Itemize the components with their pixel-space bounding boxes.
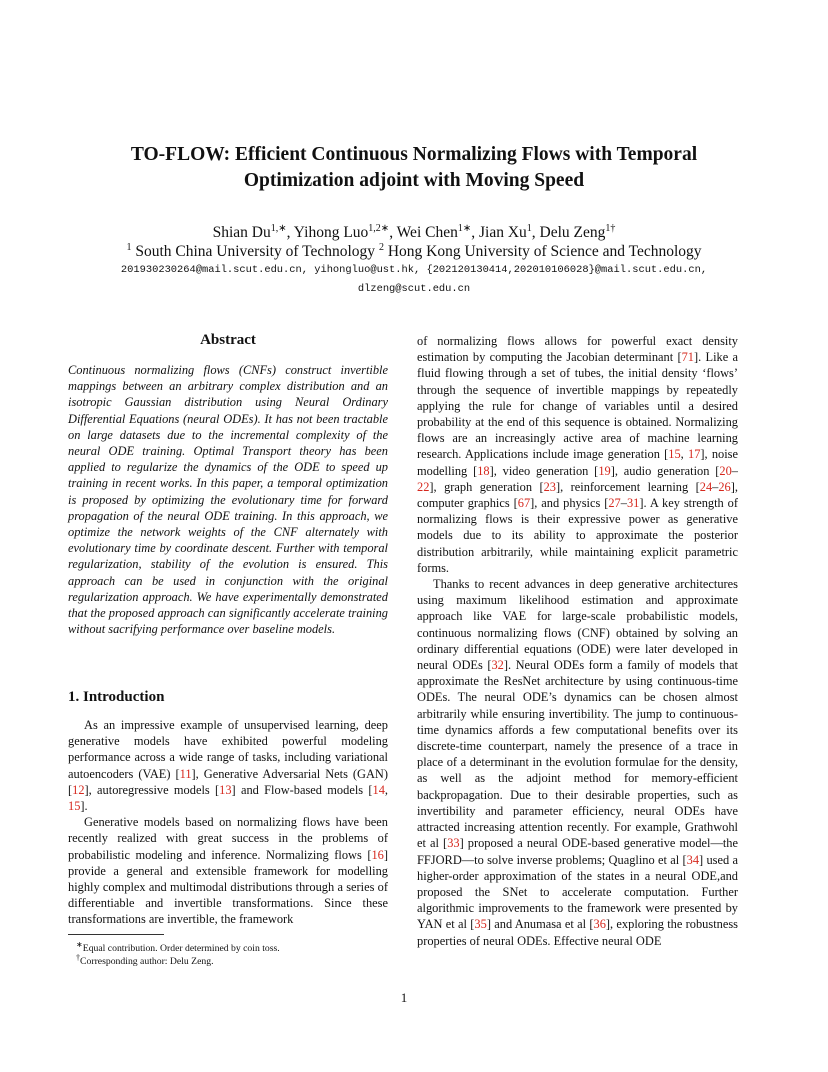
author-name: Shian Du [212,224,271,242]
text-run: ], autoregressive models [ [84,782,220,797]
affiliation-name: Hong Kong University of Science and Technology [383,243,702,261]
text-run: ], reinforcement learning [ [555,479,700,494]
text-run: ] and Anumasa et al [ [486,917,594,932]
emails-line-2: dlzeng@scut.edu.cn [357,283,471,295]
citation-link[interactable]: 27 [608,496,621,511]
text-run: ] proposed a neural ODE-based generative model—the FFJORD—to solve inverse problems; Quaglino et al [ [417,836,738,867]
text-run: of normalizing flows allows for powerful exact density estimation by computing the Jacobian determinant [ [417,334,738,365]
affiliation-number: 2 [378,242,384,253]
footnote-rule [68,934,164,935]
text-run: – [731,463,738,478]
text-run: , [384,782,389,797]
emails-line-1: 201930230264@mail.scut.edu.cn, yihongluo@ust.hk, {202120130414,202010106028}@mail.scut.edu.cn, [120,264,708,276]
author-name: Delu Zeng [539,224,606,242]
author-affiliation-mark: 1† [605,223,616,234]
text-run: ] used a higher-order approximation of the states in a neural ODE,and proposed the SNet to accelerate computation. Further algorithmic improvements to the framework were presented by YAN et al [ [417,852,738,932]
citation-link[interactable]: 14 [372,782,385,797]
text-run: ], video generation [ [489,463,599,478]
citation-link[interactable]: 23 [543,479,556,494]
affiliation-name: South China University of Technology [131,243,376,261]
title-line-1: TO-FLOW: Efficient Continuous Normalizing Flows with Temporal [130,144,698,165]
text-run: As an impressive example of unsupervised learning, deep generative models have exhibited powerful modeling performance across a wide range of tasks, including variational autoencoders (VAE) [ [68,718,388,781]
author-affiliation-mark: 1,2∗ [368,223,390,234]
text-run: ]. [80,799,88,814]
abstract-body [68,362,388,637]
paper-title [60,142,768,194]
abstract-heading: Abstract [200,332,256,348]
text-run: ]. A key strength of normalizing flows is their expressive power as generative models due to its ability to approximate the posterior distribution arbitrarily, while maintaining explicit parametric forms. [417,496,738,575]
text-run: ]. Like a fluid flowing through a set of tubes, the initial density ‘flows’ through the sequence of invertible mappings by repeatedly applying the rule for change of variables until a desired probability at the end of this sequence is obtained. Normalizing flows are an increasingly active area of machine learning research. Applications include image generation [ [417,350,739,462]
text-run: , [680,447,688,462]
citation-link[interactable]: 16 [371,847,384,862]
text-run: – [620,496,627,511]
author-list: Shian $Du^{1,∗}$, Yihong Luo$^{1,2∗}$, Wei Chen$^{1∗}$, Jian Xu$^1$, Delu Zeng$^{1\dagger}$ [212,223,616,242]
section-heading-introduction: 1. Introduction [68,689,165,705]
author-emails [40,261,788,299]
author-affiliation-mark: 1∗ [457,223,472,234]
citation-link[interactable]: 36 [593,917,606,932]
citation-link[interactable]: 31 [626,496,640,511]
affiliation-list [40,239,788,261]
text-run: ], graph generation [ [429,479,544,494]
title-line-2: Optimization adjoint with Moving Speed [243,170,585,191]
footnote-mark: ∗ [76,940,83,949]
text-run: ] provide a general and extensible framework for modelling highly complex and multimodal distributions through a series of differentiable and invertible transformations. Since these transformations are invertible, the framework [68,847,388,927]
citation-link[interactable]: 67 [517,496,531,511]
citation-link[interactable]: 32 [491,658,504,673]
intro-paragraph-4 [417,576,738,949]
author-affiliation-mark: 1 [526,223,532,234]
citation-link[interactable]: 24 [699,479,713,494]
citation-link[interactable]: 33 [447,836,460,851]
page-number: 1 [400,990,408,1005]
footnote-corresponding-author [76,951,388,969]
intro-paragraph-3 [417,333,738,576]
text-run: ], computer graphics [ [417,479,738,511]
author-name: Yihong Luo [293,224,369,242]
intro-paragraph-1 [68,717,388,814]
footnote-text: Equal contribution. Order determined by coin toss. [82,943,280,955]
citation-link[interactable]: 22 [417,479,430,494]
citation-link[interactable]: 13 [219,782,232,797]
introduction-left-column [68,717,388,928]
text-run: Thanks to recent advances in deep generative architectures using maximum likelihood estimation and approximate approach like VAE for large-scale probabilistic models, continuous normalizing flows (CNF) obtained by solving an ordinary differential equations (ODE) were later developed in neural ODEs [ [417,577,738,673]
citation-link[interactable]: 15 [668,447,681,462]
author-affiliation-mark: 1,∗ [270,223,287,234]
citation-link[interactable]: 17 [688,447,701,462]
text-run: Generative models based on normalizing flows have been recently realized with great success in the problems of probabilistic modeling and inference. Normalizing flows [ [68,815,388,862]
footnote-text: Corresponding author: Delu Zeng. [80,956,214,968]
text-run: ], exploring the robustness properties of neural ODEs. Effective neural ODE [417,917,738,948]
text-run: ], noise modelling [ [417,447,738,478]
citation-link[interactable]: 12 [72,782,85,797]
abstract-text: Continuous normalizing flows (CNFs) construct invertible mappings between an arbitrary complex distribution and an isotropic Gaussian distribution using Neural Ordinary Differential Equations (neural ODEs). It has not been tractable on large datasets due to the incremental complexity of the neural ODE training. Optimal Transport theory has been applied to regularize the dynamics of the ODE to speed up training in recent works. In this paper, a temporal optimization is proposed by optimizing the evolutionary time for forward propagation of the neural ODE training. In this approach, we optimize the network weights of the CNF alternately with evolutionary time by coordinate descent. Further with temporal regularization, stability of the evolution is ensured. This approach can be used in conjunction with the original regularization approach. We have experimentally demonstrated that the proposed approach can significantly accelerate training without sacrifying performance over baseline models. [68,363,388,637]
author-name: Jian Xu [478,224,527,242]
citation-link[interactable]: 35 [474,917,487,932]
text-run: ] and Flow-based models [ [231,782,373,797]
citation-link[interactable]: 18 [477,463,490,478]
citation-link[interactable]: 15 [68,799,81,814]
affiliation-number: 1 [126,242,132,253]
text-run: ], and physics [ [530,496,609,511]
text-run: ]. Neural ODEs form a family of models that approximate the ResNet architecture by using continuous-time ODEs. The neural ODE’s dynamics can be chosen almost arbitrarily while ensuring invertibility. The jump to continuous-time dynamics affords a few computational benefits over its discrete-time counterpart, namely the presence of a trace in place of a determinant in the evolution formulae for the density, as well as the adjoint method for memory-efficient backpropagation. Due to their desirable properties, such as invertibility and parameter efficiency, neural ODEs have attracted increasing attention recently. For example, Grathwohl et al [ [417,658,738,851]
footnote-mark: † [76,953,81,962]
introduction-right-column [417,333,738,949]
citation-link[interactable]: 26 [718,479,731,494]
text-run: – [712,479,719,494]
text-run: ], audio generation [ [610,463,720,478]
author-name: Wei Chen [396,224,458,242]
intro-paragraph-2 [68,814,388,927]
citation-link[interactable]: 34 [686,852,700,867]
text-run: ], Generative Adversarial Nets (GAN) [ [68,766,388,797]
citation-link[interactable]: 11 [179,766,192,781]
citation-link[interactable]: 20 [719,463,732,478]
citation-link[interactable]: 19 [598,463,611,478]
citation-link[interactable]: 71 [681,350,694,365]
